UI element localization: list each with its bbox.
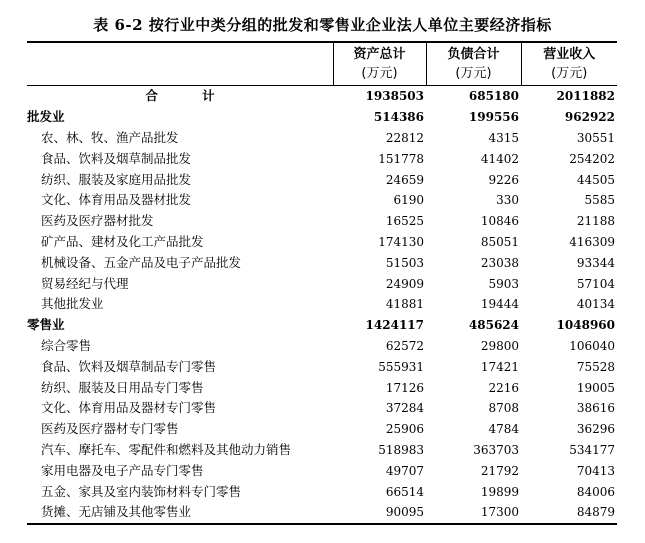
row-revenue-value: 38616 bbox=[576, 401, 615, 416]
header-revenue bbox=[521, 42, 617, 86]
header-revenue-label: 营业收入 bbox=[543, 47, 596, 62]
header-liabilities-unit: (万元) bbox=[455, 66, 492, 81]
row-industry-name: 货摊、无店铺及其他零售业 bbox=[41, 504, 192, 520]
row-liabilities-value: 4315 bbox=[488, 130, 519, 145]
table-row bbox=[27, 294, 617, 315]
row-liabilities-value: 17300 bbox=[480, 505, 519, 520]
row-industry-name: 文化、体育用品及器材专门零售 bbox=[41, 400, 217, 416]
row-industry-name: 纺织、服装及日用品专门零售 bbox=[41, 379, 204, 395]
row-liabilities-value: 485624 bbox=[468, 318, 519, 333]
row-liabilities-value: 4784 bbox=[488, 422, 519, 437]
row-revenue-value: 70413 bbox=[576, 463, 615, 478]
row-liabilities-value: 23038 bbox=[480, 255, 519, 270]
row-liabilities-value: 19899 bbox=[480, 484, 519, 499]
header-revenue-unit: (万元) bbox=[551, 66, 588, 81]
table-row bbox=[27, 440, 617, 461]
header-liabilities-label: 负债合计 bbox=[447, 47, 500, 62]
row-liabilities-value: 9226 bbox=[488, 172, 519, 187]
row-industry-name: 医药及医疗器材专门零售 bbox=[41, 421, 179, 437]
table-row bbox=[27, 398, 617, 419]
row-assets-value: 49707 bbox=[385, 463, 424, 478]
row-liabilities-value: 85051 bbox=[480, 234, 519, 249]
row-industry-name: 其他批发业 bbox=[41, 296, 104, 312]
row-industry-name: 农、林、牧、渔产品批发 bbox=[41, 129, 179, 145]
header-assets bbox=[333, 42, 426, 86]
header-assets-unit: (万元) bbox=[361, 66, 398, 81]
row-assets-value: 90095 bbox=[385, 505, 424, 520]
table-row bbox=[27, 128, 617, 149]
row-assets-value: 518983 bbox=[378, 442, 424, 457]
row-assets-value: 555931 bbox=[378, 359, 424, 374]
row-assets-value: 62572 bbox=[385, 338, 424, 353]
table-row bbox=[27, 356, 617, 377]
table-row bbox=[27, 148, 617, 169]
row-revenue-value: 5585 bbox=[584, 193, 615, 208]
row-assets-value: 1938503 bbox=[365, 89, 424, 104]
row-revenue-value: 84879 bbox=[576, 505, 615, 520]
row-assets-value: 6190 bbox=[393, 193, 424, 208]
row-revenue-value: 30551 bbox=[576, 130, 615, 145]
statistics-table bbox=[27, 41, 617, 525]
table-row bbox=[27, 502, 617, 524]
row-liabilities-value: 19444 bbox=[480, 297, 519, 312]
row-assets-value: 17126 bbox=[385, 380, 424, 395]
row-assets-value: 66514 bbox=[385, 484, 424, 499]
row-liabilities-value: 5903 bbox=[488, 276, 519, 291]
table-row bbox=[27, 107, 617, 128]
table-row bbox=[27, 315, 617, 336]
row-assets-value: 24659 bbox=[385, 172, 424, 187]
table-row bbox=[27, 273, 617, 294]
row-industry-name: 文化、体育用品及器材批发 bbox=[41, 192, 192, 208]
row-assets-value: 151778 bbox=[378, 151, 424, 166]
row-assets-value: 24909 bbox=[385, 276, 424, 291]
row-revenue-value: 75528 bbox=[576, 359, 615, 374]
row-liabilities-value: 685180 bbox=[468, 89, 519, 104]
row-liabilities-value: 2216 bbox=[488, 380, 519, 395]
row-liabilities-value: 199556 bbox=[468, 110, 519, 125]
row-industry-name: 食品、饮料及烟草制品批发 bbox=[41, 150, 192, 166]
row-assets-value: 16525 bbox=[385, 214, 424, 229]
row-industry-name: 汽车、摩托车、零配件和燃料及其他动力销售 bbox=[41, 441, 292, 457]
table-row bbox=[27, 419, 617, 440]
table-row bbox=[27, 252, 617, 273]
row-industry-name: 零售业 bbox=[27, 317, 65, 333]
table-row bbox=[27, 169, 617, 190]
row-revenue-value: 57104 bbox=[576, 276, 615, 291]
header-assets-label: 资产总计 bbox=[353, 47, 406, 62]
row-liabilities-value: 8708 bbox=[488, 401, 519, 416]
row-assets-value: 41881 bbox=[385, 297, 424, 312]
row-industry-name: 食品、饮料及烟草制品专门零售 bbox=[41, 358, 217, 374]
row-assets-value: 22812 bbox=[385, 130, 424, 145]
row-assets-value: 514386 bbox=[373, 110, 424, 125]
row-liabilities-value: 330 bbox=[496, 193, 519, 208]
table-body bbox=[27, 86, 617, 524]
row-industry-name: 合 计 bbox=[145, 88, 235, 104]
row-revenue-value: 962922 bbox=[564, 110, 615, 125]
row-liabilities-value: 41402 bbox=[480, 151, 519, 166]
header-liabilities bbox=[426, 42, 521, 86]
row-revenue-value: 21188 bbox=[576, 214, 615, 229]
row-industry-name: 综合零售 bbox=[41, 337, 92, 353]
table-row bbox=[27, 377, 617, 398]
row-revenue-value: 254202 bbox=[569, 151, 615, 166]
row-industry-name: 批发业 bbox=[27, 109, 65, 125]
row-revenue-value: 36296 bbox=[576, 422, 615, 437]
row-liabilities-value: 17421 bbox=[480, 359, 519, 374]
row-liabilities-value: 10846 bbox=[480, 214, 519, 229]
table-header-row bbox=[27, 42, 617, 86]
row-industry-name: 机械设备、五金产品及电子产品批发 bbox=[41, 254, 242, 270]
row-assets-value: 174130 bbox=[378, 234, 424, 249]
row-industry-name: 医药及医疗器材批发 bbox=[41, 213, 154, 229]
row-revenue-value: 40134 bbox=[576, 297, 615, 312]
row-industry-name: 家用电器及电子产品专门零售 bbox=[41, 462, 204, 478]
table-row bbox=[27, 336, 617, 357]
table-row bbox=[27, 481, 617, 502]
row-industry-name: 贸易经纪与代理 bbox=[41, 275, 129, 291]
row-liabilities-value: 363703 bbox=[473, 442, 519, 457]
row-industry-name: 五金、家具及室内装饰材料专门零售 bbox=[41, 483, 242, 499]
row-revenue-value: 2011882 bbox=[556, 89, 615, 104]
table-row bbox=[27, 211, 617, 232]
row-assets-value: 37284 bbox=[385, 401, 424, 416]
header-blank bbox=[27, 42, 333, 86]
table-row bbox=[27, 460, 617, 481]
row-revenue-value: 93344 bbox=[576, 255, 615, 270]
row-liabilities-value: 29800 bbox=[480, 338, 519, 353]
table-row bbox=[27, 190, 617, 211]
row-revenue-value: 534177 bbox=[569, 442, 615, 457]
table-title: 表 6-2 按行业中类分组的批发和零售业企业法人单位主要经济指标 bbox=[93, 16, 552, 34]
row-revenue-value: 1048960 bbox=[556, 318, 615, 333]
table-row bbox=[27, 86, 617, 107]
row-industry-name: 矿产品、建材及化工产品批发 bbox=[41, 233, 204, 249]
row-revenue-value: 84006 bbox=[576, 484, 615, 499]
row-assets-value: 25906 bbox=[385, 422, 424, 437]
row-industry-name: 纺织、服装及家庭用品批发 bbox=[41, 171, 192, 187]
row-revenue-value: 416309 bbox=[569, 234, 615, 249]
row-revenue-value: 44505 bbox=[576, 172, 615, 187]
row-revenue-value: 106040 bbox=[569, 338, 615, 353]
row-assets-value: 1424117 bbox=[365, 318, 424, 333]
table-row bbox=[27, 232, 617, 253]
row-liabilities-value: 21792 bbox=[480, 463, 519, 478]
row-assets-value: 51503 bbox=[385, 255, 424, 270]
row-revenue-value: 19005 bbox=[576, 380, 615, 395]
